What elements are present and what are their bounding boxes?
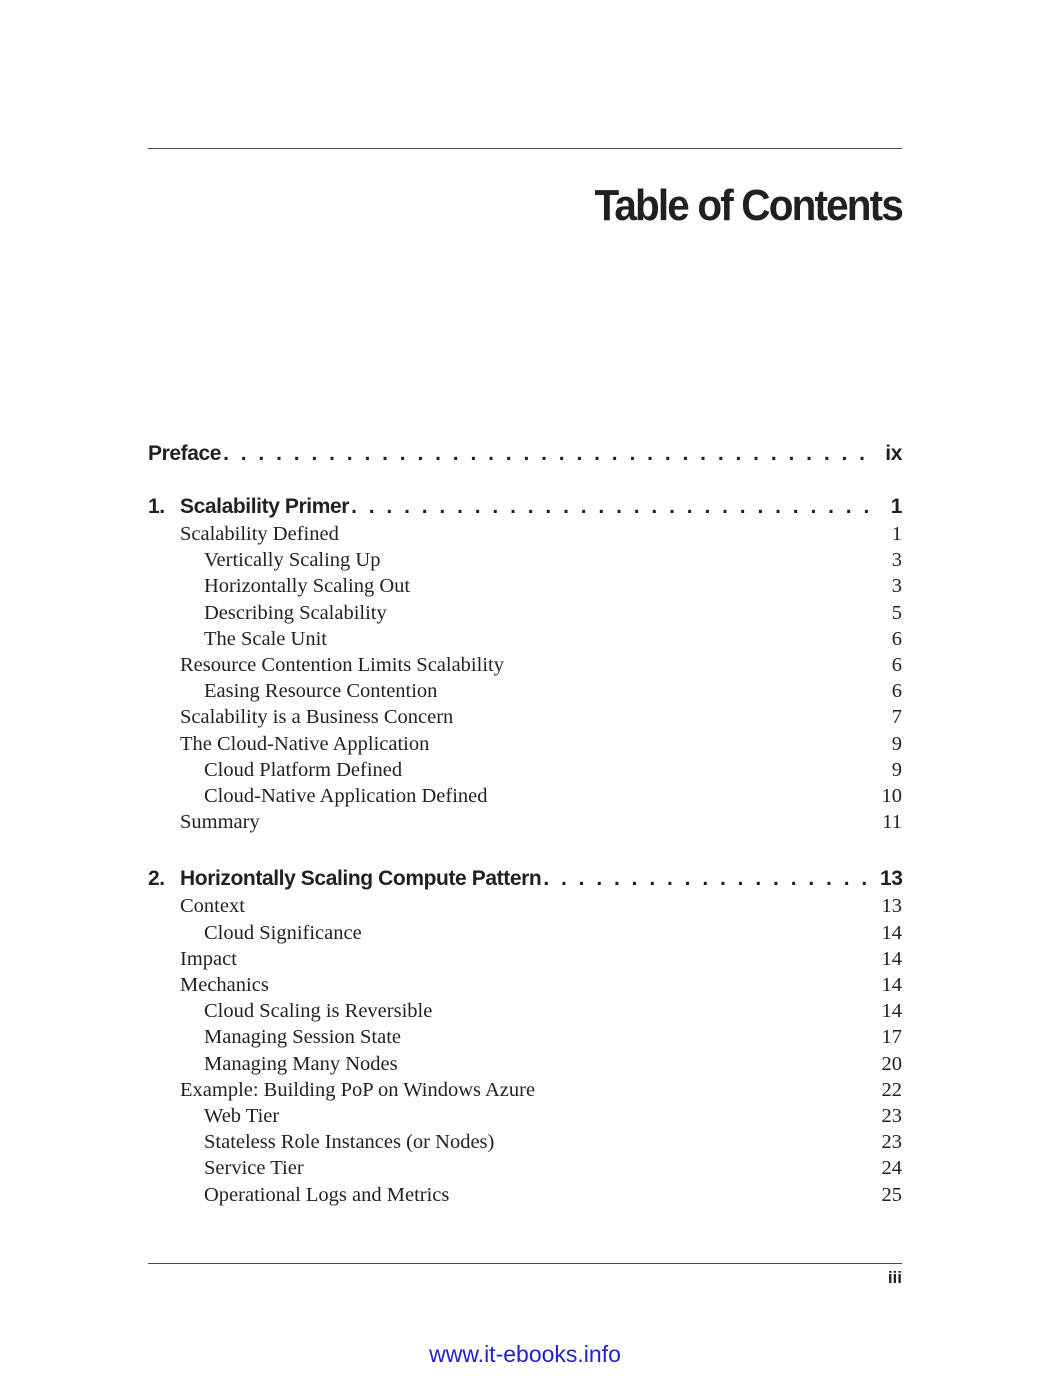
toc-entry-title: Summary <box>180 811 260 834</box>
toc-entry <box>148 1103 902 1129</box>
toc-entry-title: The Cloud-Native Application <box>180 732 430 755</box>
toc-entry-title: Scalability is a Business Concern <box>180 706 454 729</box>
toc-preface-row <box>148 440 902 468</box>
toc-entry-title: Managing Many Nodes <box>204 1052 398 1075</box>
toc-entry-page: 9 <box>891 732 902 755</box>
toc-entry <box>148 547 902 573</box>
toc-entry <box>148 678 902 704</box>
toc-chapter-page: 1 <box>890 495 902 518</box>
toc-entry <box>148 1051 902 1077</box>
footer-rule <box>148 1263 902 1264</box>
toc-entry-page: 23 <box>881 1105 902 1128</box>
toc-entry-title: Horizontally Scaling Out <box>204 575 411 598</box>
toc-entry <box>148 1129 902 1155</box>
toc-entry <box>148 1182 902 1208</box>
toc-entry-page: 13 <box>881 895 902 918</box>
toc-entry-page: 1 <box>891 523 902 545</box>
toc-entry-title: Service Tier <box>204 1157 304 1180</box>
toc-entry-page: 22 <box>881 1078 902 1101</box>
toc-chapter-title: Horizontally Scaling Compute Pattern <box>180 867 542 891</box>
toc-entry <box>148 1024 902 1050</box>
toc-entry <box>148 998 902 1024</box>
toc-entry-page: 14 <box>881 921 902 944</box>
toc-entry-title: Managing Session State <box>204 1026 402 1049</box>
header-rule <box>148 148 902 149</box>
toc-preface-title: Preface <box>148 442 222 465</box>
toc-chapter-page: 13 <box>880 867 903 891</box>
toc-entry-page: 6 <box>891 680 902 703</box>
toc-entry-page: 14 <box>881 1000 902 1023</box>
toc-entry-title: Describing Scalability <box>204 601 387 624</box>
toc-entry-title: Mechanics <box>180 974 269 997</box>
toc-entry-title: Example: Building PoP on Windows Azure <box>180 1078 536 1101</box>
toc-entry-title: Vertically Scaling Up <box>204 549 381 572</box>
dot-leader <box>351 493 876 521</box>
toc-entry <box>148 573 902 599</box>
toc-entry-page: 3 <box>891 549 902 572</box>
footer-page-number: iii <box>887 1268 902 1287</box>
dot-leader <box>223 440 876 468</box>
toc-entry-title: Easing Resource Contention <box>204 680 438 703</box>
toc-chapter-heading <box>148 493 902 521</box>
toc-entry-page: 25 <box>881 1183 902 1206</box>
toc-entry-page: 9 <box>891 758 902 781</box>
toc-chapter-1 <box>148 493 902 835</box>
toc-entry-page: 24 <box>881 1157 902 1180</box>
toc-entry-page: 3 <box>891 575 902 598</box>
toc-entry-title: Context <box>180 895 245 918</box>
toc-entry-title: The Scale Unit <box>204 627 327 650</box>
toc-entry-page: 14 <box>881 974 902 997</box>
toc-entry-page: 7 <box>891 706 902 729</box>
toc-entry <box>148 626 902 652</box>
toc-entry <box>148 1155 902 1181</box>
toc-entry <box>148 1077 902 1103</box>
table-of-contents <box>148 440 902 1208</box>
toc-entry-title: Cloud Platform Defined <box>204 758 403 781</box>
toc-entry-title: Stateless Role Instances (or Nodes) <box>204 1131 495 1154</box>
toc-entry <box>148 920 902 946</box>
toc-entry-page: 6 <box>891 654 902 677</box>
toc-entry-page: 10 <box>881 785 902 808</box>
toc-entry-page: 23 <box>881 1131 902 1154</box>
toc-entry <box>148 946 902 972</box>
toc-entry <box>148 809 902 835</box>
toc-entry <box>148 972 902 998</box>
toc-entry-page: 11 <box>882 811 902 834</box>
toc-chapter-heading <box>148 865 902 893</box>
dot-leader <box>543 865 876 893</box>
toc-entry-page: 20 <box>881 1052 902 1075</box>
toc-entry-page: 5 <box>891 601 902 624</box>
toc-chapter-2 <box>148 865 902 1207</box>
toc-preface-page: ix <box>885 442 902 465</box>
page-title: Table of Contents <box>594 181 902 231</box>
toc-chapter-number: 1. <box>148 495 165 518</box>
toc-chapter-number: 2. <box>148 867 165 891</box>
toc-entry-title: Scalability Defined <box>180 523 339 545</box>
toc-entry <box>148 704 902 730</box>
toc-entry <box>148 652 902 678</box>
watermark-link[interactable]: www.it-ebooks.info <box>429 1341 621 1367</box>
toc-entry-title: Cloud Significance <box>204 921 362 944</box>
toc-entry-title: Web Tier <box>204 1105 280 1128</box>
toc-entry <box>148 600 902 626</box>
toc-chapter-entries <box>148 893 902 1207</box>
toc-entry-title: Cloud Scaling is Reversible <box>204 1000 433 1023</box>
toc-entry <box>148 731 902 757</box>
toc-entry-title: Impact <box>180 947 237 970</box>
toc-entry-title: Operational Logs and Metrics <box>204 1183 450 1206</box>
toc-entry <box>148 783 902 809</box>
toc-entry-page: 17 <box>881 1026 902 1049</box>
toc-entry-page: 6 <box>891 627 902 650</box>
toc-chapter-entries <box>148 521 902 835</box>
toc-entry-page: 14 <box>881 947 902 970</box>
toc-chapter-title: Scalability Primer <box>180 495 350 518</box>
toc-entry <box>148 521 902 547</box>
toc-entry-title: Resource Contention Limits Scalability <box>180 654 504 677</box>
toc-entry <box>148 893 902 919</box>
toc-entry-title: Cloud-Native Application Defined <box>204 785 488 808</box>
toc-entry <box>148 757 902 783</box>
